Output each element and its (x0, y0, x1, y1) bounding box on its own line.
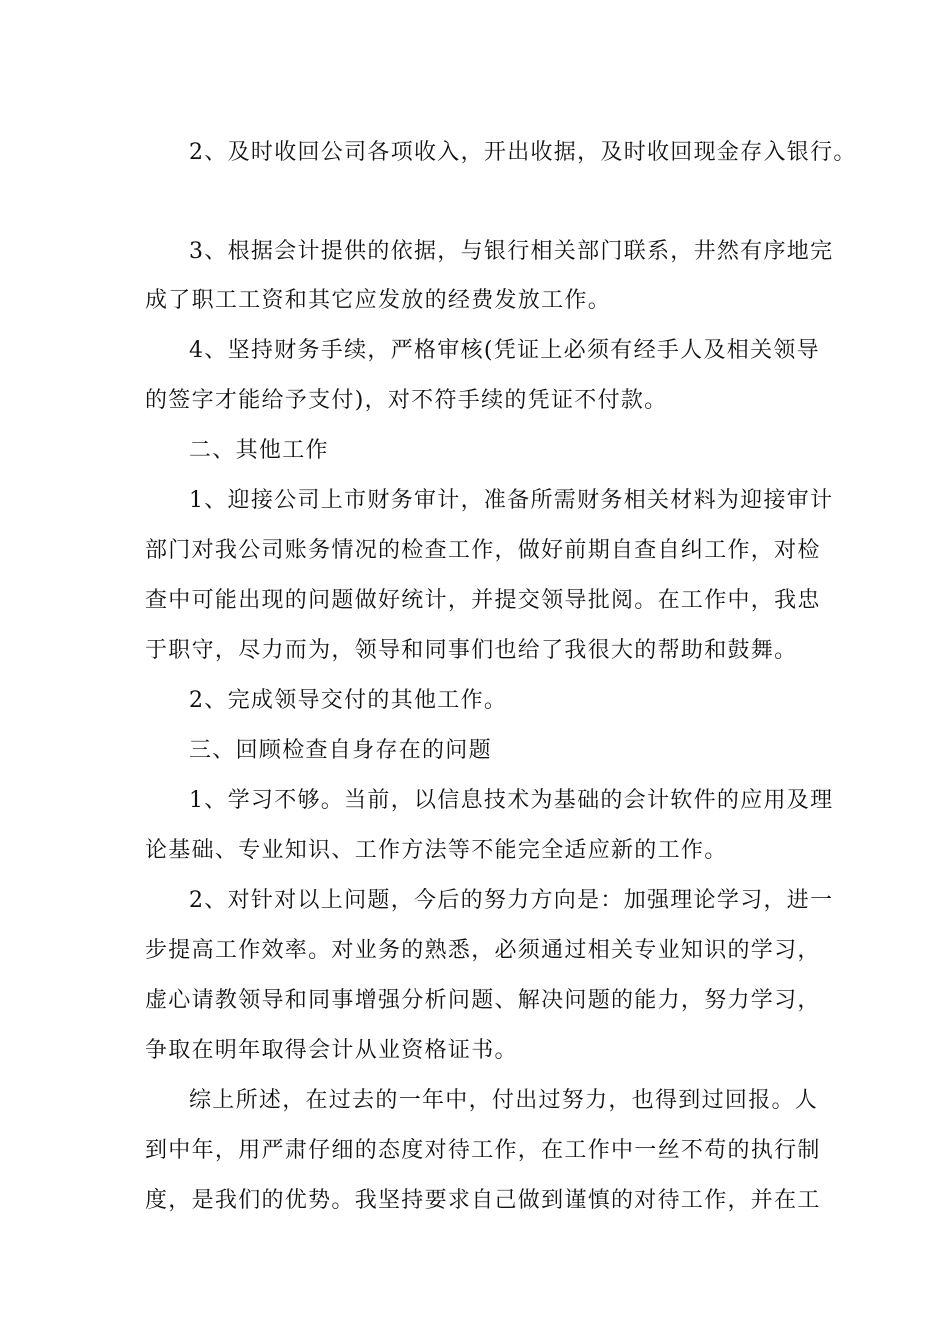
paragraph-line: 查中可能出现的问题做好统计，并提交领导批阅。在工作中，我忠 (145, 588, 821, 613)
paragraph-line: 2、完成领导交付的其他工作。 (189, 688, 508, 713)
paragraph-line: 部门对我公司账务情况的检查工作，做好前期自查自纠工作，对检 (145, 538, 821, 563)
paragraph-line: 2、及时收回公司各项收入，开出收据，及时收回现金存入银行。 (189, 140, 857, 165)
paragraph-line: 成了职工工资和其它应发放的经费发放工作。 (145, 288, 612, 313)
paragraph-line: 4、坚持财务手续，严格审核(凭证上必须有经手人及相关领导 (189, 338, 820, 363)
paragraph-line: 的签字才能给予支付)，对不符手续的凭证不付款。 (145, 388, 668, 413)
paragraph-line: 3、根据会计提供的依据，与银行相关部门联系，井然有序地完 (189, 239, 834, 264)
section-heading: 二、其他工作 (189, 438, 329, 463)
paragraph-line: 到中年，用严肃仔细的态度对待工作，在工作中一丝不苟的执行制 (145, 1138, 821, 1163)
paragraph-line: 2、对针对以上问题，今后的努力方向是：加强理论学习，进一 (189, 888, 834, 913)
paragraph-line: 于职守，尽力而为，领导和同事们也给了我很大的帮助和鼓舞。 (145, 638, 798, 663)
paragraph-line: 争取在明年取得会计从业资格证书。 (145, 1038, 518, 1063)
section-heading: 三、回顾检查自身存在的问题 (189, 738, 492, 763)
paragraph-line: 1、迎接公司上市财务审计，准备所需财务相关材料为迎接审计 (189, 488, 834, 513)
paragraph-line: 步提高工作效率。对业务的熟悉，必须通过相关专业知识的学习， (145, 938, 821, 963)
paragraph-line: 度，是我们的优势。我坚持要求自己做到谨慎的对待工作，并在工 (145, 1188, 821, 1213)
paragraph-line: 论基础、专业知识、工作方法等不能完全适应新的工作。 (145, 838, 728, 863)
paragraph-line: 1、学习不够。当前，以信息技术为基础的会计软件的应用及理 (189, 788, 834, 813)
paragraph-line: 虚心请教领导和同事增强分析问题、解决问题的能力，努力学习， (145, 988, 821, 1013)
paragraph-line: 综上所述，在过去的一年中，付出过努力，也得到过回报。人 (189, 1088, 819, 1113)
